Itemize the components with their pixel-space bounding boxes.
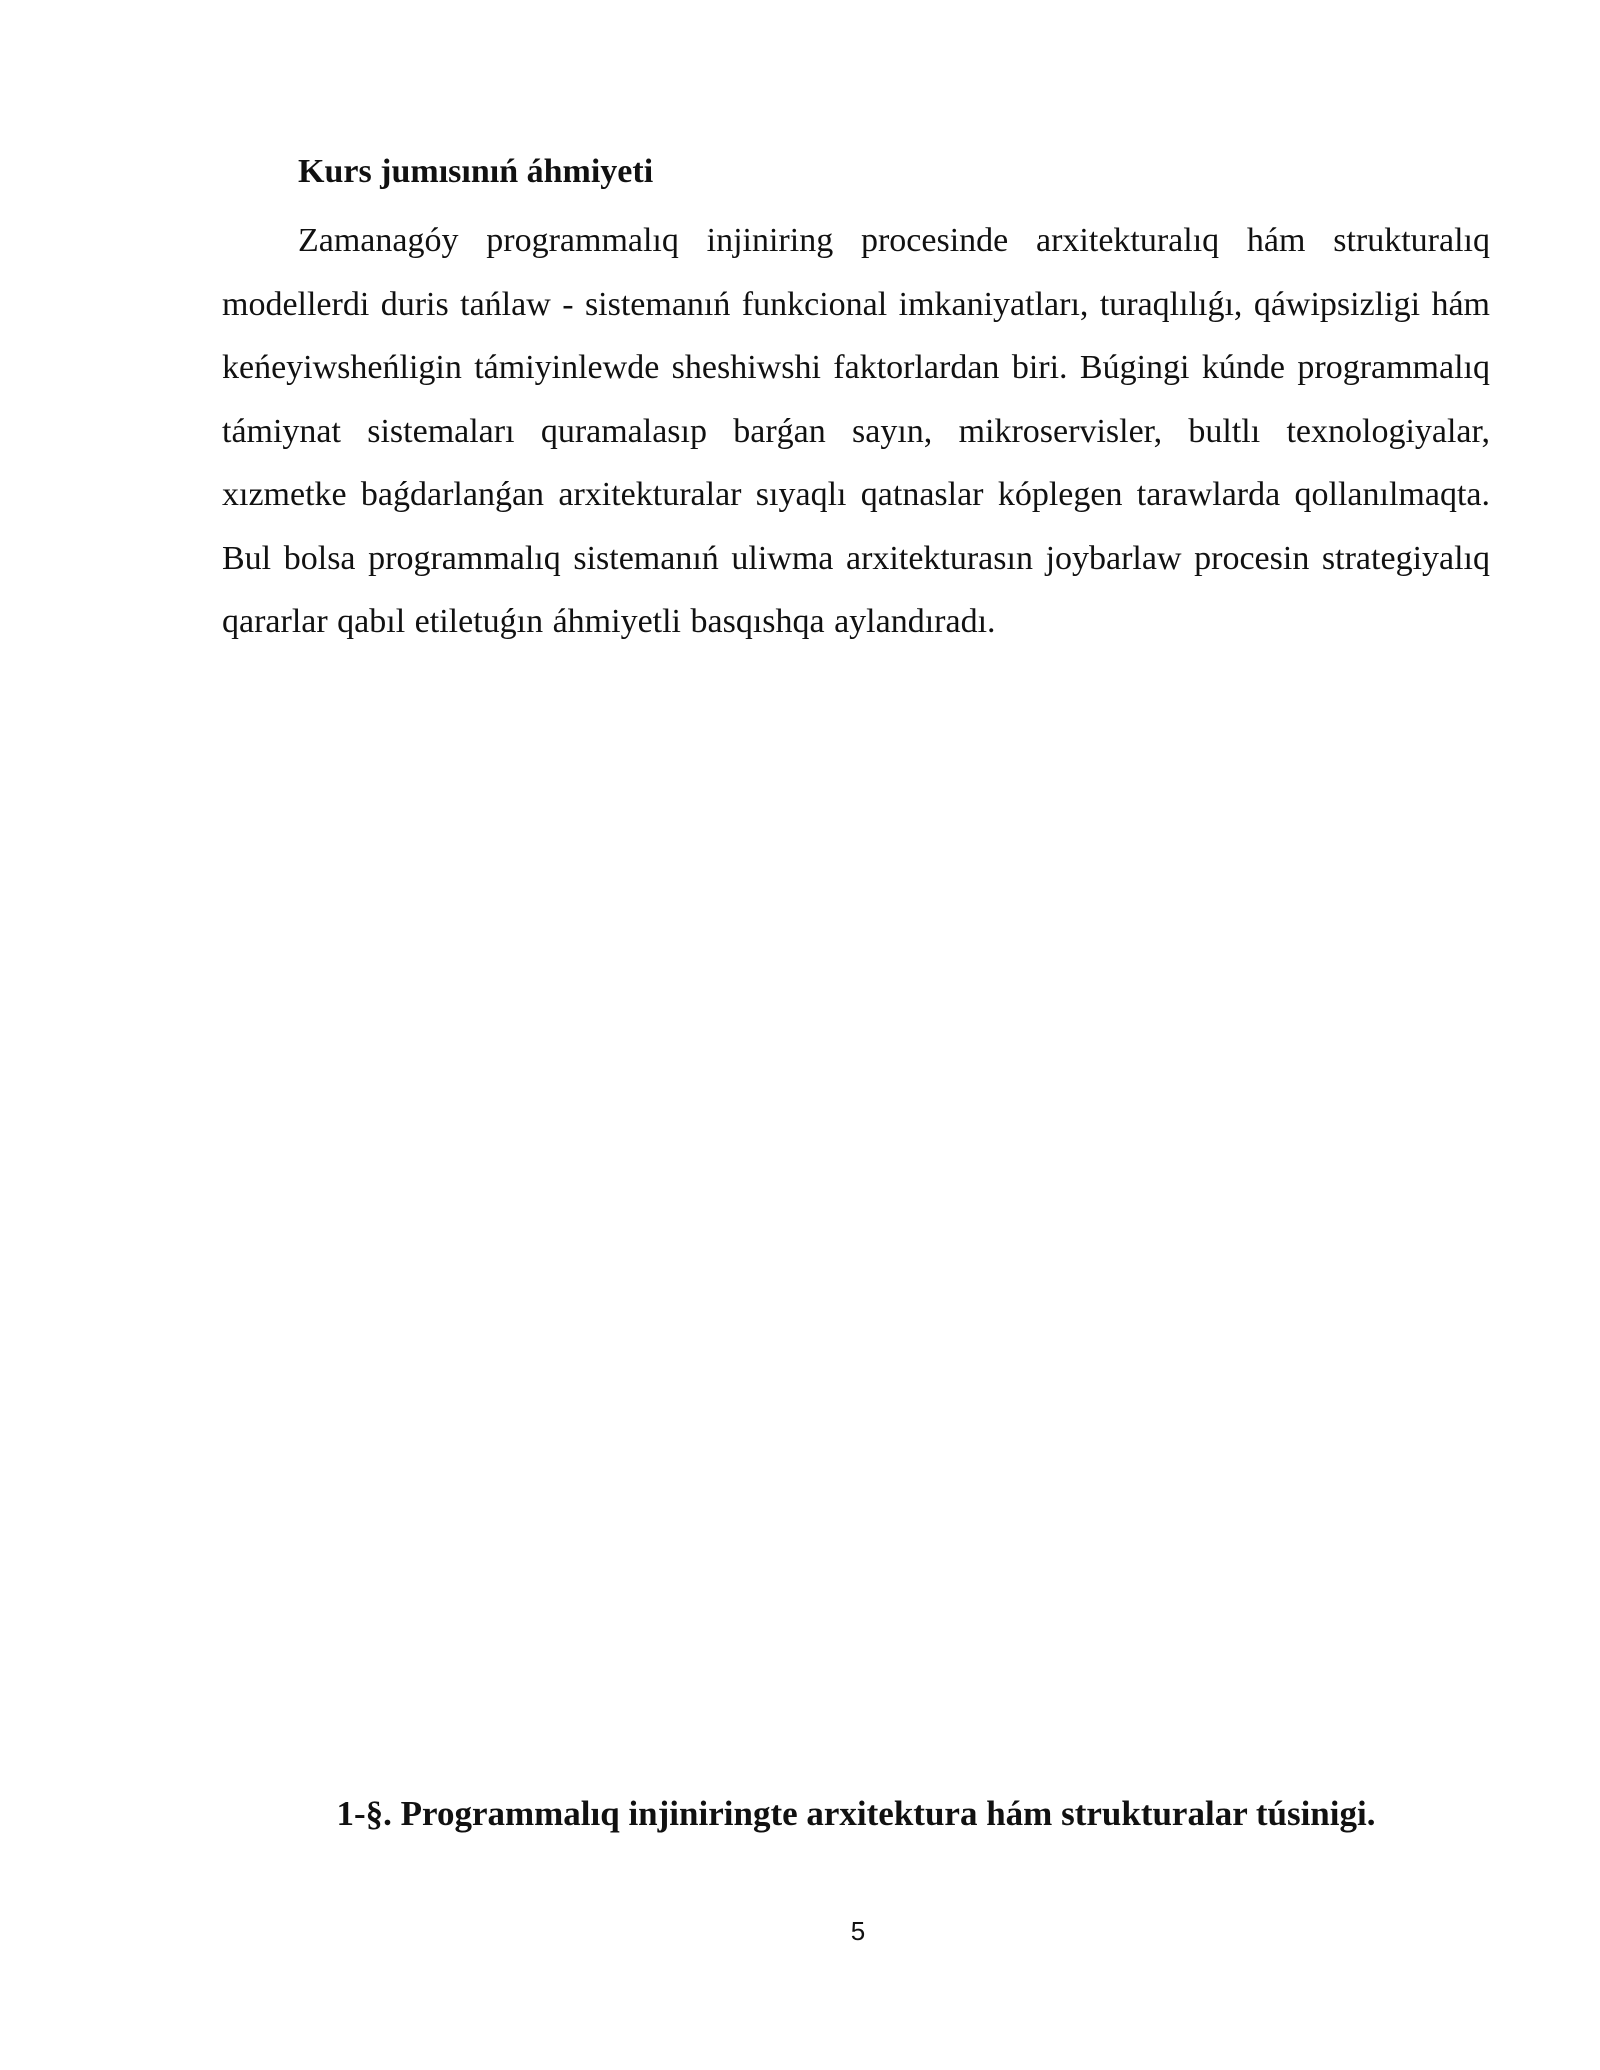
section-heading: Kurs jumısınıń áhmiyeti bbox=[298, 153, 654, 190]
page-number: 5 bbox=[850, 1916, 866, 1946]
chapter-heading: 1-§. Programmalıq injiniringte arxitektura hám strukturalar túsinigi. bbox=[336, 1794, 1376, 1833]
body-paragraph: Zamanagóy programmalıq injiniring procesinde arxitekturalıq hám strukturalıq modellerdi duris tańlaw - sistemanıń funkcional imkaniyatları, turaqlılıǵı, qáwipsizligi hám keńeyiwsheńligin támiyinlewde sheshiwshi faktorlardan biri. Búgingi kúnde programmalıq támiynat sistemaları quramalasıp barǵan sayın, mikroservisler, bultlı texnologiyalar, xızmetke baǵdarlanǵan arxitekturalar sıyaqlı qatnaslar kóplegen tarawlarda qollanılmaqta. Bul bolsa programmalıq sistemanıń uliwma arxitekturasın joybarlaw procesin strategiyalıq qararlar qabıl etiletuǵın áhmiyetli basqıshqa aylandıradı. bbox=[222, 222, 1490, 640]
